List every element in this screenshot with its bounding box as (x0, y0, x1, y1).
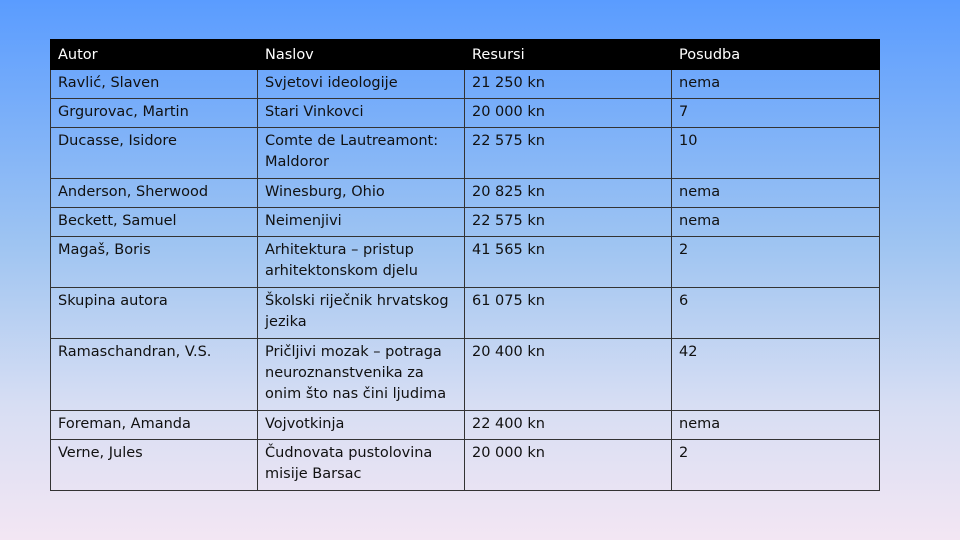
header-posudba: Posudba (672, 40, 880, 70)
cell-resursi: 22 575 kn (465, 208, 672, 237)
cell-autor: Magaš, Boris (51, 237, 258, 288)
table-row (51, 288, 880, 339)
cell-naslov: Čudnovata pustolovina misije Barsac (258, 440, 465, 491)
cell-naslov: Arhitektura – pristup arhitektonskom djelu (258, 237, 465, 288)
table-row (51, 208, 880, 237)
table-row (51, 237, 880, 288)
table-row (51, 128, 880, 179)
header-naslov: Naslov (258, 40, 465, 70)
table-row (51, 70, 880, 99)
cell-posudba: nema (672, 208, 880, 237)
book-table (50, 39, 880, 491)
book-table-container (50, 39, 879, 491)
cell-resursi: 22 400 kn (465, 411, 672, 440)
cell-posudba: nema (672, 411, 880, 440)
cell-naslov: Školski riječnik hrvatskog jezika (258, 288, 465, 339)
cell-resursi: 41 565 kn (465, 237, 672, 288)
cell-resursi: 20 000 kn (465, 440, 672, 491)
table-row (51, 440, 880, 491)
cell-resursi: 61 075 kn (465, 288, 672, 339)
header-autor: Autor (51, 40, 258, 70)
cell-resursi: 20 400 kn (465, 339, 672, 411)
cell-naslov: Stari Vinkovci (258, 99, 465, 128)
cell-naslov: Vojvotkinja (258, 411, 465, 440)
cell-posudba: 2 (672, 440, 880, 491)
cell-autor: Verne, Jules (51, 440, 258, 491)
cell-autor: Grgurovac, Martin (51, 99, 258, 128)
cell-autor: Ravlić, Slaven (51, 70, 258, 99)
cell-resursi: 20 825 kn (465, 179, 672, 208)
table-row (51, 99, 880, 128)
header-resursi: Resursi (465, 40, 672, 70)
cell-posudba: 7 (672, 99, 880, 128)
cell-naslov: Svjetovi ideologije (258, 70, 465, 99)
cell-autor: Ramaschandran, V.S. (51, 339, 258, 411)
cell-resursi: 20 000 kn (465, 99, 672, 128)
cell-posudba: 6 (672, 288, 880, 339)
table-row (51, 179, 880, 208)
cell-autor: Beckett, Samuel (51, 208, 258, 237)
cell-autor: Ducasse, Isidore (51, 128, 258, 179)
cell-autor: Foreman, Amanda (51, 411, 258, 440)
cell-posudba: 10 (672, 128, 880, 179)
cell-autor: Skupina autora (51, 288, 258, 339)
cell-naslov: Pričljivi mozak – potraga neuroznanstvenika za onim što nas čini ljudima (258, 339, 465, 411)
cell-posudba: 42 (672, 339, 880, 411)
cell-resursi: 21 250 kn (465, 70, 672, 99)
table-row (51, 411, 880, 440)
cell-naslov: Comte de Lautreamont: Maldoror (258, 128, 465, 179)
cell-posudba: nema (672, 70, 880, 99)
cell-naslov: Winesburg, Ohio (258, 179, 465, 208)
cell-autor: Anderson, Sherwood (51, 179, 258, 208)
cell-resursi: 22 575 kn (465, 128, 672, 179)
cell-posudba: nema (672, 179, 880, 208)
table-header-row (51, 40, 880, 70)
table-row (51, 339, 880, 411)
cell-posudba: 2 (672, 237, 880, 288)
cell-naslov: Neimenjivi (258, 208, 465, 237)
